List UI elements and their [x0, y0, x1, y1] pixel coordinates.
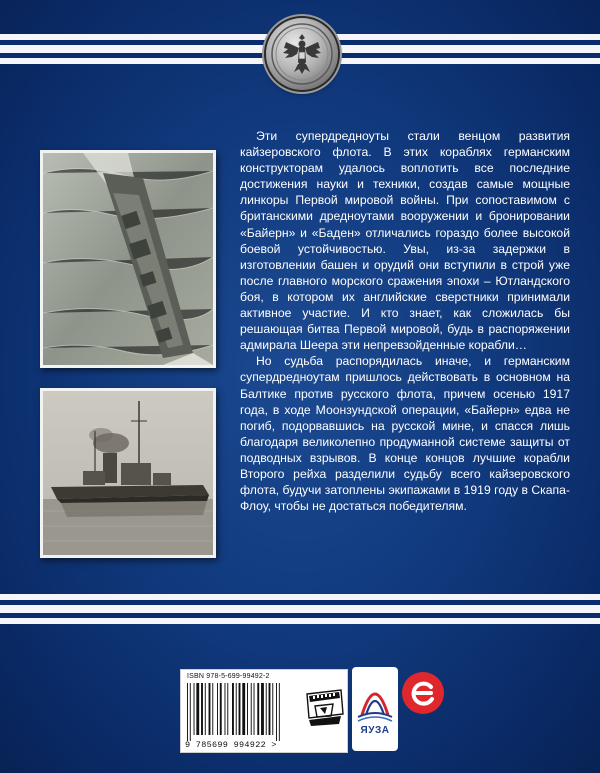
barcode-bar: [257, 683, 259, 735]
barcode-bar: [239, 683, 241, 735]
description-paragraph: Но судьба распорядилась иначе, и германским супердредноутам пришлось действовать в основном на Балтике против русского флота, причем осенью 1917 года, в ходе Моонзундской операции, «Байерн» едва не погиб, подорвавшись на русской мине, и спасся лишь благодаря великолепно продуманной системе защиты от подводных взрывов. В конце концов лучшие корабли Второго рейха разделили судьбу всего кайзеровского флота, будучи затоплены экипажами в 1919 году в Скапа-Флоу, чтобы не достаться победителям.: [240, 354, 570, 514]
barcode-bar: [205, 683, 206, 735]
barcode-bar: [254, 683, 255, 735]
barcode-bar: [242, 683, 245, 735]
collection-badge-icon: [303, 684, 345, 728]
barcode-bar: [276, 683, 277, 741]
isbn-label: ISBN 978-5-699-99492-2: [187, 673, 270, 680]
cover-description: [240, 128, 570, 514]
barcode-bar: [279, 683, 280, 741]
barcode-digits: 9 785699 994922 >: [185, 740, 277, 750]
barcode-bar: [272, 683, 273, 735]
barcode-bar: [196, 683, 199, 735]
yauza-logo-icon: [352, 667, 398, 751]
eksmo-logo-icon: [402, 672, 444, 714]
barcode-panel: [180, 669, 348, 753]
barcode-bar: [247, 683, 248, 735]
barcode-bars: [187, 683, 299, 741]
barcode-bar: [225, 683, 226, 735]
yauza-logo-text: ЯУЗА: [360, 725, 390, 736]
barcode-bar: [236, 683, 237, 735]
barcode-bar: [266, 683, 267, 735]
barcode-bar: [190, 683, 191, 741]
barcode-bar: [212, 683, 213, 735]
barcode-bar: [232, 683, 234, 735]
imperial-eagle-emblem-icon: [266, 18, 338, 90]
barcode-bar: [261, 683, 264, 735]
battleship-side-photo: [40, 388, 216, 558]
barcode-bar: [209, 683, 211, 735]
barcode-bar: [217, 683, 218, 735]
barcode-bar: [194, 683, 195, 735]
barcode-bar: [251, 683, 252, 735]
barcode-bar: [269, 683, 271, 735]
bottom-stripe-band: [0, 594, 600, 630]
barcode-bar: [201, 683, 203, 735]
description-paragraph: Эти супердредноуты стали венцом развития кайзеровского флота. В этих кораблях германским конструкторам удалось воплотить все последние достижения науки и техники, создав самые мощные линкоры Первой мировой войны. При сопоставимом с британскими дредноутами вооружении и бронировании «Байерн» и «Баден» отличались гораздо более высокой боевой устойчивостью. Увы, из-за задержки в изготовлении башен и орудий они вступили в строй уже после главного морского сражения эпохи – Ютландского боя, в котором их английские сверстники принимали активное участие. И кто знает, как сложилась бы решающая битва Первой мировой, будь в распоряжении адмирала Шеера эти непревзойденные корабли…: [240, 129, 570, 353]
battleship-aerial-photo: [40, 150, 216, 368]
barcode-bar: [220, 683, 222, 735]
barcode-bar: [187, 683, 188, 741]
barcode-bar: [227, 683, 228, 735]
